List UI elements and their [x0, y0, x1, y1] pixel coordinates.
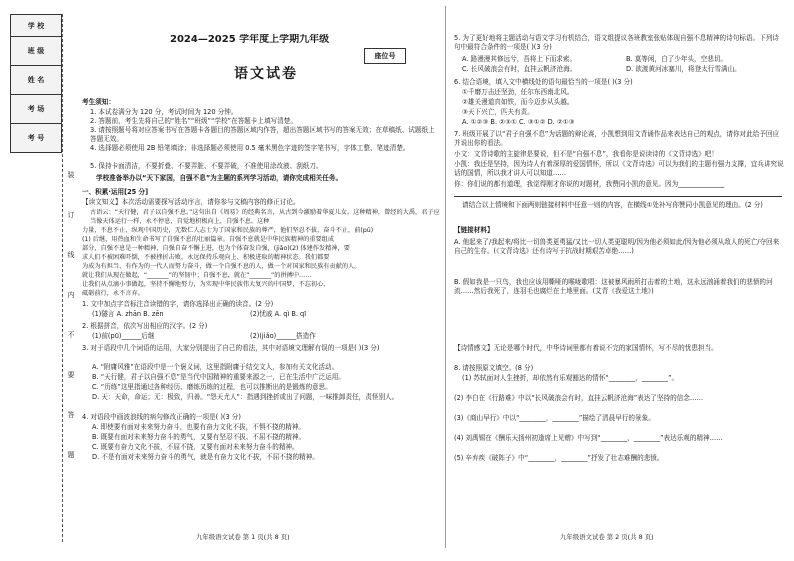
q5-option[interactable]: D. 欲渡黄河冰塞川，将登太行雪满山。 — [626, 65, 741, 73]
student-info-table — [10, 14, 62, 153]
binding-line — [62, 14, 65, 542]
q2-blank[interactable]: (1)前(pū)______后继 — [92, 332, 155, 340]
q5-option[interactable]: A. 路漫漫其修远兮，吾将上下而求索。 — [462, 55, 577, 63]
passage-line: (1) 后继，用热血和生命书写了自强不息的壮丽篇章。自强不息就是中华民族精神的重要组成 — [82, 236, 335, 243]
name-field[interactable]: 姓 名 — [11, 66, 61, 95]
question-5: 5. 为了更好地将主题活动与语文学习有机结合，语文组提议各班教室张贴体现自强不息精神的诗句标语。下列诗句中最符合条件的一项是( )(3 分) — [454, 34, 779, 51]
passage-line: 就让我们从现在做起，“_______”的坚韧中；自强不息，就在“_______”的拼搏中…… — [82, 272, 312, 279]
q1-option[interactable]: (1)隧言 A. zhān B. zēn — [92, 310, 164, 318]
q7-dialog: 小文：文背诗歌的主旋律是要说，但不是“自强不息”，我看你是说读诗的《文背诗选》吧！ — [454, 150, 718, 158]
question-3: 3. 对于语段中几个词语的运用，大家分别提出了自己的看法，其中对语境文理解有误的一项是( )(3 分) — [82, 344, 380, 352]
question-6: 6. 结合语境，填入文中横线处的语句最恰当的一项是( )(3 分) — [454, 78, 633, 86]
notice-item: 4. 选择题必须使用 2B 铅笔填涂；非选择题必须使用 0.5 毫米黑色字迹的签字笔书写，字体工整、笔迹清楚。 — [90, 144, 410, 152]
passage-line: 古语云：“天行健，君子以自强不息。”这句出自《周易》的经典名言，从古到今激励着华夏儿女。这种精神，曾经的大禹，君子应当像天体运行一样，永不停息，自觉地积极向上，自强不息。这种 — [90, 209, 440, 224]
poetry-intro: 【诗情感文】无论是哪个时代，中华诗词里都有着说不完的家国情怀，写不尽的忧患担当。 — [454, 344, 718, 352]
q3-option[interactable]: B. “天行健，君子以自强不息”是当代中国精神的重要来源之一，已在生活中广泛运用。 — [92, 373, 345, 381]
q8-blank[interactable]: (4) 刘禹锡在《酬乐天扬州初逢席上见赠》中写到“________，________”表达乐观的精神…… — [454, 434, 723, 442]
q4-option[interactable]: D. 不是有面对未来努力奋斗的勇气，就是有奋力文化不拔，不屈不挠的精神。 — [92, 453, 319, 461]
answer-line[interactable] — [454, 196, 782, 197]
q8-blank[interactable]: (3)《商山早行》中以“________，________”描绘了清晨早行的景象。 — [454, 414, 655, 422]
notice-item: 1. 本试卷满分为 120 分，考试时间为 120 分钟。 — [90, 108, 238, 116]
seal-char: 答 — [67, 411, 75, 419]
q7-dialog: 小凯：我还是坚持，因为诗人有着深厚的爱国情怀，所以《文背诗选》可以为我们的主题有强力支撑，宜兵讲究说话的国情，所以我才讲人可以知道…… — [454, 160, 784, 177]
q4-option[interactable]: B. 既要有面对未来努力奋斗的勇气，又要有坚忍不拔、不屈不挠的精神。 — [92, 433, 306, 441]
q7-dialog[interactable]: 你：你们说的都有道理，我觉得刚才你说的对题材，我赞同小凯的意见。因为______________ — [454, 180, 725, 188]
q3-option[interactable]: C. “历练”这里指通过各种经历、磨练历练的过程，也可以推断出的是锻炼的意思。 — [92, 383, 332, 391]
class-field[interactable]: 班 级 — [11, 37, 61, 66]
seal-char: 内 — [67, 291, 75, 299]
q8-blank[interactable]: (1) 苏轼面对人生挫折，却依然有乐观豁达的情怀“________，________”。 — [462, 374, 679, 382]
subject-title: 语文试卷 — [234, 66, 298, 82]
exam-room-field[interactable]: 考 场 — [11, 95, 61, 124]
passage-line: 让我们从点滴小事做起，坚持不懈地努力，为实现中华民族伟大复兴的中国梦，不忘初心， — [82, 281, 330, 288]
q3-option[interactable]: A. “附庸风雅”在语段中是一个褒义词，这里指附庸于结交文人，参加有关文化活动。 — [92, 363, 339, 371]
page-footer-left: 九年级语文试卷 第 1 页(共 8 页) — [196, 533, 290, 541]
seal-char: 要 — [67, 371, 75, 379]
passage-line: 求人们不被困难吓倒，不被挫折击败，永远保持乐观向上、积极进取的精神状态。我们都要 — [82, 254, 330, 261]
page-divider — [445, 6, 446, 548]
exam-title: 2024—2025 学年度上学期九年级 — [170, 34, 330, 45]
seal-char: 不 — [67, 331, 75, 339]
question-2: 2. 根据拼音，依次写出相应的汉字。(2 分) — [82, 322, 208, 330]
theme-statement: 学校准备举办以“天下家国，自强不息”为主题的系列学习活动，请你完成相关任务。 — [96, 174, 343, 182]
q8-blank[interactable]: (5) 辛弃疾《破阵子》中“________，________”抒发了壮志难酬的悲愤。 — [454, 454, 664, 462]
q5-option[interactable]: B. 莫等闲，白了少年头，空悲切。 — [626, 55, 728, 63]
q1-option[interactable]: (2)忧戚 A. qì B. qī — [250, 310, 307, 318]
seal-char: 装 — [67, 171, 75, 179]
school-field[interactable]: 学 校 — [11, 15, 61, 37]
question-8: 8. 请按照原文填空。(8 分) — [454, 364, 534, 372]
q7-note: 请结合以上情境和下面两则链接材料中任意一则的内容，在横线①处补写你赞同小凯意见的理由。(2 分) — [462, 201, 763, 209]
page-footer-right: 九年级语文试卷 第 2 页(共 8 页) — [560, 533, 654, 541]
notice-item: 3. 请按照题号将对应答案书写在答题卡各题目的答题区域内作答，超出答题区域书写的答案无效；在草稿纸、试题纸上答题无效。 — [90, 126, 435, 143]
link-title: 【链接材料】 — [454, 226, 494, 234]
q6-item: ③天下兴亡，匹夫有责。 — [462, 108, 534, 116]
q6-item: ①千磨万击还坚劲，任尔东西南北风。 — [462, 88, 574, 96]
notice-title: 考生须知： — [82, 98, 115, 106]
q8-blank[interactable]: (2) 李白在《行路难》中以“长风破浪会有时，直挂云帆济沧海”表达了坚持的信念…… — [454, 394, 704, 402]
question-7: 7. 班级开展了以“君子自强不息”为话题的辩论赛，小凯想到用文背诵作品来表达自己的观点，请你对此给予回应并说出你的看法。 — [454, 130, 780, 147]
notice-item: 2. 答题前，考生先将自己的“姓名”“班级”“学校”在答题卡上填写清楚。 — [90, 117, 297, 125]
q2-blank[interactable]: (2)(jiǎo)______搭造作 — [250, 332, 316, 340]
q6-item: ②雄关漫道真如铁，而今迈步从头越。 — [462, 98, 574, 106]
q3-option[interactable]: D. 天：天命，命运；无：极致，归善。“怨天尤人”：指遇到挫折或出了问题，一味推卸责任，责怪别人。 — [92, 393, 399, 401]
exam-number-field[interactable]: 考 号 — [11, 124, 61, 152]
notice-item: 5. 保持卡面清洁，不要折叠、不要弄脏、不要弄破，不准使用涂改液、刮纸刀。 — [90, 162, 323, 170]
q4-option[interactable]: A. 即使要有面对未来努力奋斗，也要有奋力文化不拔，不惧不挠的精神。 — [92, 423, 305, 431]
seal-char: 订 — [67, 211, 75, 219]
seal-char: 线 — [67, 251, 75, 259]
question-4: 4. 对语段中画波浪线的病句修改正确的一项是( )(3 分) — [82, 413, 241, 421]
reading-task: 【读文知义】本次活动需要探写活动序言，请你参与文稿内容的修正讨论。 — [82, 198, 300, 206]
question-1: 1. 文中加点字音标注音读错的字，请你选择出正确的读音。(2 分) — [82, 300, 274, 308]
seal-char: 题 — [67, 451, 75, 459]
passage-line: 力量，不息不止，纵观中国历史，无数仁人志士为了国家和民族的尊严，他们坚忍不拔，奋斗不止，前(pū) — [82, 227, 374, 234]
q4-option[interactable]: C. 既要有奋力文化不拔，不屈不挠，又要有面对未来努力奋斗的精神。 — [92, 443, 299, 451]
q5-option[interactable]: C. 长风破浪会有时，直挂云帆济沧海。 — [462, 65, 577, 73]
q6-choices[interactable]: A. ①②③ B. ②③① C. ③①② D. ②①③ — [462, 118, 575, 126]
seat-number-box[interactable]: 座位号 — [364, 48, 406, 64]
passage-line: 砥砺前行，永不言弃。 — [82, 290, 144, 297]
passage-line: 为成为有担当、有作为的一代人而努力奋斗，做一个自强不息的人，做一个对国家和民族有贡献的人。 — [82, 263, 361, 270]
passage-line: 部分，自强不息是一种精神，自强自奋不懈上进，也为个体奋发自强，(jiǎo)(2) 体建作发精神，要 — [82, 245, 350, 252]
link-material-a: A. 他起来了/我起来/将比一切兽类更勇猛/又比一切人类更聪明/因为他必须如此/因为他必须从敌人的死亡/夺回来自己的生存。(《文背诗选》还有诗写于抗战时期艰苦卓绝……) — [454, 238, 780, 255]
link-material-b: B. 假如我是一只鸟，我也应该用嘶哑的喉咙歌唱：这被暴风雨所打击着的土地，这永远汹涌着我们的悲愤的河流……然后我死了，连羽毛也腐烂在土地里面。(艾青《我爱这土地》) — [454, 278, 773, 295]
section-title: 一、积累·运用[25 分] — [82, 188, 149, 196]
